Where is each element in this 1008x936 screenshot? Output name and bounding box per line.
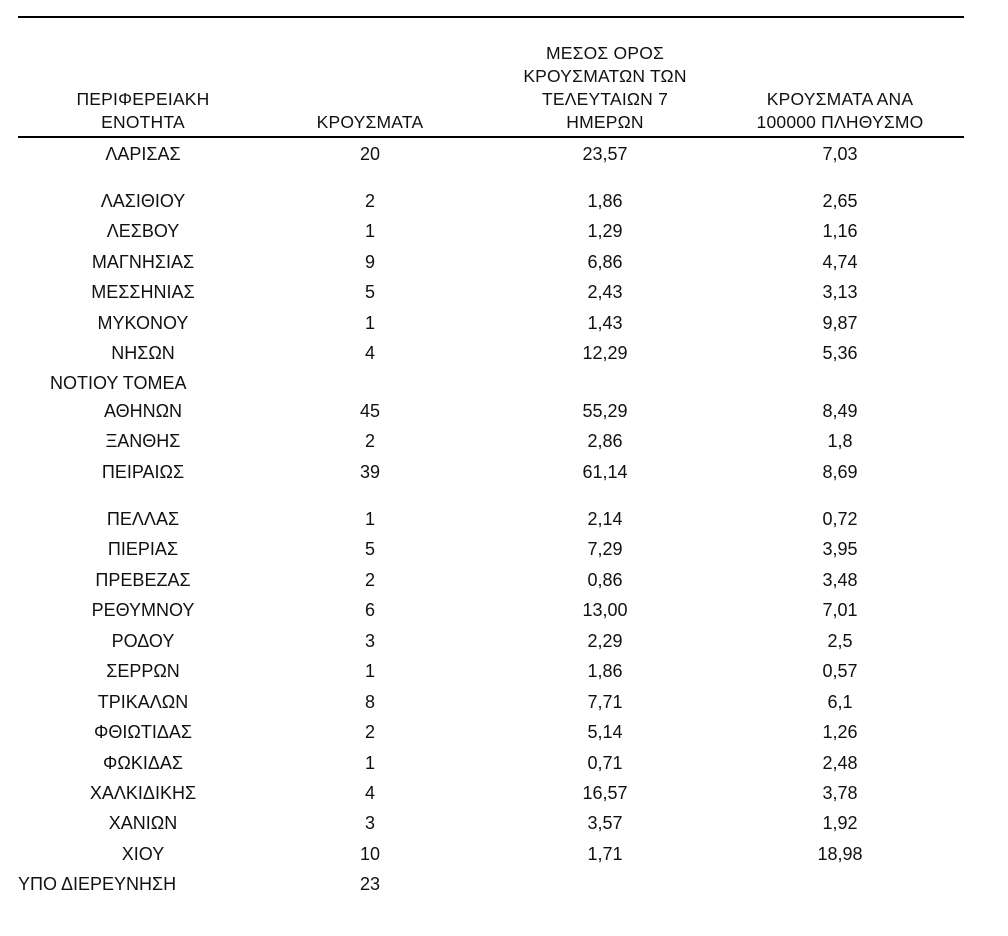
cases-per-100k-cell (715, 368, 965, 398)
cases-per-100k-cell: 6,1 (827, 692, 853, 712)
seven-day-average-cell (495, 869, 715, 899)
table-row (0, 139, 1008, 169)
header-cases-per-100k (715, 88, 965, 134)
regional-unit-cell: ΠΙΕΡΙΑΣ (107, 539, 179, 559)
seven-day-average-cell: 23,57 (582, 144, 628, 164)
cases-cell: 4 (364, 343, 375, 363)
cases-per-100k-cell: 8,49 (822, 401, 858, 421)
table-row (0, 216, 1008, 246)
cases-per-100k-cell: 18,98 (817, 844, 863, 864)
seven-day-average-cell: 0,71 (587, 753, 623, 773)
header-bottom-rule (18, 136, 964, 138)
cases-cell: 45 (359, 401, 381, 421)
cases-per-100k-cell (715, 869, 965, 899)
cases-per-100k-cell: 7,03 (822, 144, 858, 164)
seven-day-average-cell: 5,14 (587, 722, 623, 742)
cases-per-100k-cell: 1,8 (827, 431, 853, 451)
cases-per-100k-cell: 3,48 (822, 570, 858, 590)
header-seven-day-average (495, 42, 715, 134)
table-row (0, 368, 1008, 398)
cases-per-100k-cell: 9,87 (822, 313, 858, 333)
table-row (0, 778, 1008, 808)
table-row (0, 504, 1008, 534)
seven-day-average-cell: 12,29 (582, 343, 628, 363)
cases-per-100k-cell: 7,01 (822, 600, 858, 620)
regional-unit-cell: ΝΗΣΩΝ (111, 343, 175, 363)
regional-unit-cell: ΧΙΟΥ (121, 844, 165, 864)
regional-unit-cell: ΦΩΚΙΔΑΣ (103, 753, 183, 773)
cases-cell: 20 (359, 144, 381, 164)
table-row (0, 457, 1008, 487)
cases-cell: 3 (364, 813, 375, 833)
table-row (0, 247, 1008, 277)
cases-per-100k-cell: 2,48 (822, 753, 858, 773)
cases-cell: 1 (364, 753, 375, 773)
cases-cell (268, 368, 472, 398)
header-line: ΤΕΛΕΥΤΑΙΩΝ 7 (541, 89, 669, 109)
header-line: ΚΡΟΥΣΜΑΤΩΝ ΤΩΝ (523, 66, 687, 86)
regional-unit-cell: ΠΕΙΡΑΙΩΣ (101, 462, 185, 482)
table-row (0, 534, 1008, 564)
cases-cell: 10 (359, 844, 381, 864)
cases-per-100k-cell: 3,95 (822, 539, 858, 559)
seven-day-average-cell: 13,00 (582, 600, 628, 620)
cases-cell: 2 (364, 191, 375, 211)
cases-per-100k-cell: 3,78 (822, 783, 858, 803)
cases-cell: 3 (364, 631, 375, 651)
regional-unit-cell: ΜΑΓΝΗΣΙΑΣ (91, 252, 195, 272)
cases-cell: 6 (364, 600, 375, 620)
table-row (0, 869, 1008, 899)
cases-per-100k-cell: 4,74 (822, 252, 858, 272)
seven-day-average-cell: 1,86 (587, 191, 623, 211)
regional-unit-cell: ΥΠΟ ΔΙΕΡΕΥΝΗΣΗ (18, 874, 177, 894)
seven-day-average-cell: 2,14 (587, 509, 623, 529)
cases-cell: 23 (359, 874, 381, 894)
regional-unit-cell: ΑΘΗΝΩΝ (103, 401, 183, 421)
table-row (0, 595, 1008, 625)
header-cases (268, 111, 472, 134)
cases-per-100k-cell: 2,65 (822, 191, 858, 211)
header-line: ΚΡΟΥΣΜΑΤΑ ΑΝΑ (766, 89, 914, 109)
cases-cell: 1 (364, 509, 375, 529)
cases-cell: 2 (364, 722, 375, 742)
table-row (0, 687, 1008, 717)
cases-cell: 1 (364, 313, 375, 333)
header-line: ΕΝΟΤΗΤΑ (101, 112, 185, 132)
cases-cell: 1 (364, 221, 375, 241)
table-row (0, 338, 1008, 368)
seven-day-average-cell: 1,86 (587, 661, 623, 681)
regional-unit-cell: ΡΕΘΥΜΝΟΥ (91, 600, 195, 620)
regional-unit-cell: ΣΕΡΡΩΝ (106, 661, 180, 681)
seven-day-average-cell (495, 368, 715, 398)
regional-unit-cell: ΧΑΝΙΩΝ (108, 813, 178, 833)
cases-per-100k-cell: 1,26 (822, 722, 858, 742)
cases-cell: 8 (364, 692, 375, 712)
table-row (0, 656, 1008, 686)
cases-per-100k-cell: 0,57 (822, 661, 858, 681)
cases-per-100k-cell: 2,5 (827, 631, 853, 651)
regional-unit-cell: ΜΕΣΣΗΝΙΑΣ (91, 282, 195, 302)
seven-day-average-cell: 1,71 (587, 844, 623, 864)
cases-per-100k-cell: 1,92 (822, 813, 858, 833)
seven-day-average-cell: 2,29 (587, 631, 623, 651)
seven-day-average-cell: 7,71 (587, 692, 623, 712)
cases-cell: 4 (364, 783, 375, 803)
cases-per-100k-cell: 3,13 (822, 282, 858, 302)
header-regional-unit (18, 88, 268, 134)
regional-unit-cell: ΠΕΛΛΑΣ (106, 509, 180, 529)
table-row (0, 426, 1008, 456)
cases-per-100k-cell: 1,16 (822, 221, 858, 241)
regional-unit-cell: ΡΟΔΟΥ (111, 631, 175, 651)
seven-day-average-cell: 6,86 (587, 252, 623, 272)
regional-unit-cell: ΧΑΛΚΙΔΙΚΗΣ (89, 783, 197, 803)
regional-unit-cell: ΛΕΣΒΟΥ (106, 221, 180, 241)
regional-unit-cell: ΠΡΕΒΕΖΑΣ (95, 570, 191, 590)
table-row (0, 308, 1008, 338)
seven-day-average-cell: 16,57 (582, 783, 628, 803)
seven-day-average-cell: 1,43 (587, 313, 623, 333)
seven-day-average-cell: 61,14 (582, 462, 628, 482)
table-row (0, 396, 1008, 426)
cases-per-100k-cell: 5,36 (822, 343, 858, 363)
seven-day-average-cell: 55,29 (582, 401, 628, 421)
cases-cell: 5 (364, 282, 375, 302)
table-row (0, 808, 1008, 838)
cases-cell: 5 (364, 539, 375, 559)
seven-day-average-cell: 2,43 (587, 282, 623, 302)
seven-day-average-cell: 3,57 (587, 813, 623, 833)
regional-unit-cell: ΜΥΚΟΝΟΥ (97, 313, 189, 333)
seven-day-average-cell: 7,29 (587, 539, 623, 559)
cases-per-100k-cell: 0,72 (822, 509, 858, 529)
cases-cell: 2 (364, 570, 375, 590)
seven-day-average-cell: 2,86 (587, 431, 623, 451)
regional-unit-cell: ΝΟΤΙΟΥ ΤΟΜΕΑ (50, 373, 187, 393)
cases-cell: 39 (359, 462, 381, 482)
cases-per-100k-cell: 8,69 (822, 462, 858, 482)
regional-unit-cell: ΞΑΝΘΗΣ (105, 431, 181, 451)
regional-unit-cell: ΛΑΣΙΘΙΟΥ (100, 191, 186, 211)
seven-day-average-cell: 0,86 (587, 570, 623, 590)
table-top-rule (18, 16, 964, 18)
header-line: ΜΕΣΟΣ ΟΡΟΣ (545, 43, 665, 63)
seven-day-average-cell: 1,29 (587, 221, 623, 241)
cases-cell: 9 (364, 252, 375, 272)
header-line: ΗΜΕΡΩΝ (566, 112, 644, 132)
table-row (0, 277, 1008, 307)
table-row (0, 748, 1008, 778)
table-row (0, 565, 1008, 595)
regional-unit-cell: ΛΑΡΙΣΑΣ (105, 144, 181, 164)
header-line: ΚΡΟΥΣΜΑΤΑ (316, 112, 424, 132)
header-line: ΠΕΡΙΦΕΡΕΙΑΚΗ (76, 89, 210, 109)
table-row (0, 626, 1008, 656)
regional-unit-cell: ΦΘΙΩΤΙΔΑΣ (94, 722, 192, 742)
cases-cell: 2 (364, 431, 375, 451)
table-row (0, 839, 1008, 869)
cases-cell: 1 (364, 661, 375, 681)
header-line: 100000 ΠΛΗΘΥΣΜΟ (756, 112, 924, 132)
table-row (0, 186, 1008, 216)
regional-unit-cell: ΤΡΙΚΑΛΩΝ (97, 692, 189, 712)
table-row (0, 717, 1008, 747)
